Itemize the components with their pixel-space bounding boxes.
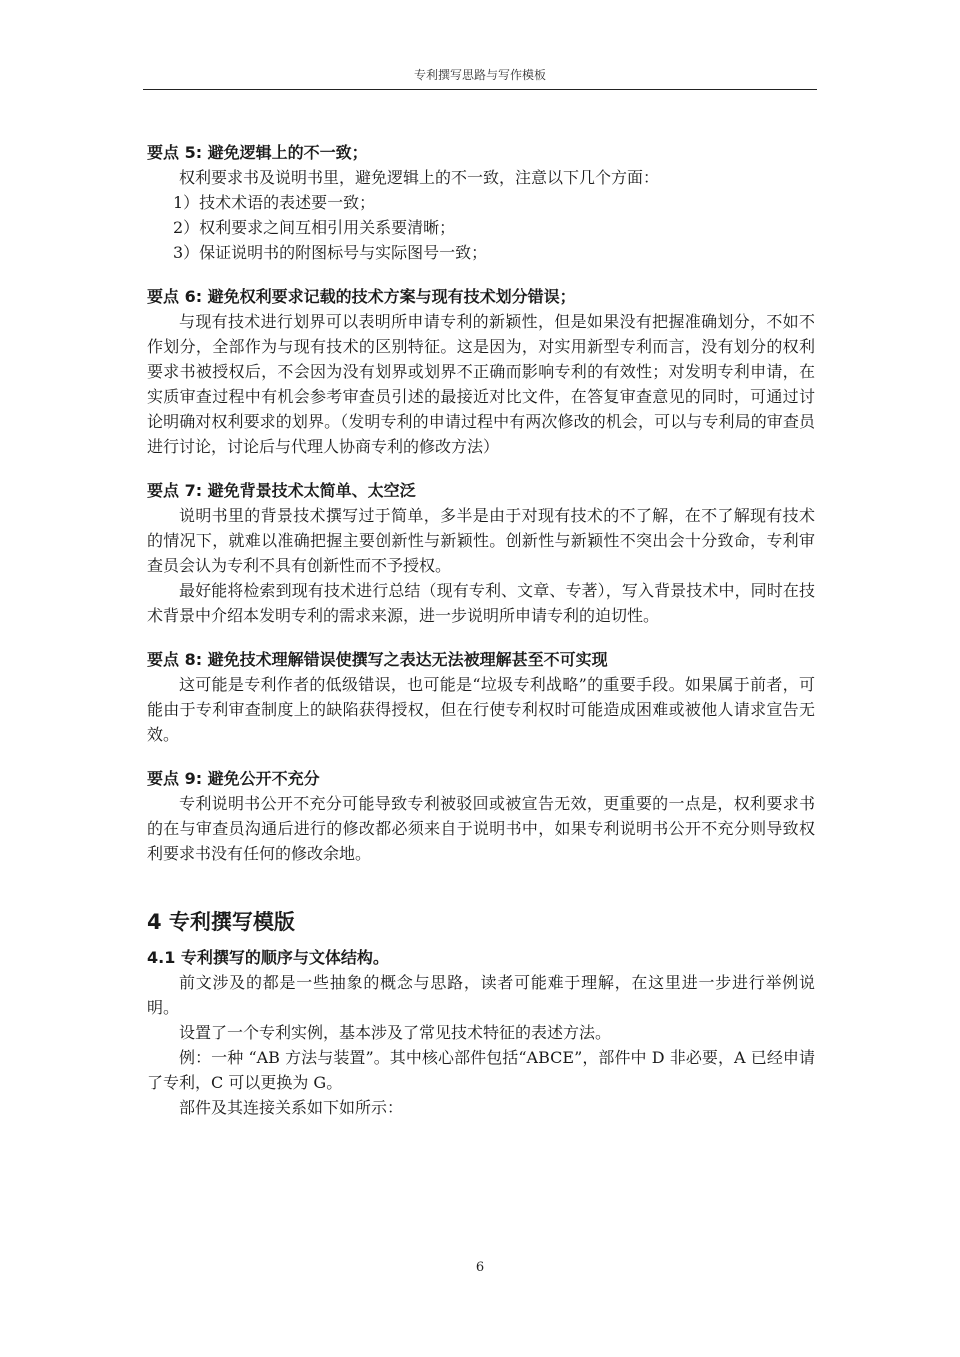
section-heading: 要点 5: 避免逻辑上的不一致； <box>147 143 368 162</box>
document-body <box>147 140 815 1120</box>
section-point-7 <box>147 478 815 628</box>
list-item: 2）权利要求之间互相引用关系要清晰； <box>173 218 456 237</box>
section-heading: 要点 7: 避免背景技术太简单、太空泛 <box>147 481 416 500</box>
section-point-8 <box>147 647 815 747</box>
section-heading: 要点 6: 避免权利要求记载的技术方案与现有技术划分错误； <box>147 287 576 306</box>
section-heading: 要点 8: 避免技术理解错误使撰写之表达无法被理解甚至不可实现 <box>147 650 608 669</box>
paragraph: 与现有技术进行划界可以表明所申请专利的新颖性，但是如果没有把握准确划分，不如不作划分，全部作为与现有技术的区别特征。这是因为，对实用新型专利而言，没有划分的权利要求书被授权后，不会因为没有划界或划界不正确而影响专利的有效性；对发明专利申请，在实质审查过程中有机会参考审查员引述的最接近对比文件，在答复审查意见的同时，可通过讨论明确对权利要求的划界。（发明专利的申请过程中有两次修改的机会，可以与专利局的审查员进行讨论，讨论后与代理人协商专利的修改方法） <box>147 312 815 456</box>
paragraph: 说明书里的背景技术撰写过于简单，多半是由于对现有技术的不了解，在不了解现有技术的情况下，就难以准确把握主要创新性与新颖性。创新性与新颖性不突出会十分致命，专利审查员会认为专利不具有创新性而不予授权。 <box>147 506 815 575</box>
paragraph: 前文涉及的都是一些抽象的概念与思路，读者可能难于理解，在这里进一步进行举例说明。 <box>147 973 815 1017</box>
page-number: 6 <box>475 1260 485 1275</box>
paragraph: 部件及其连接关系如下如所示： <box>179 1098 404 1117</box>
paragraph: 例：一种 “AB 方法与装置”。其中核心部件包括“ABCE”，部件中 D 非必要，A 已经申请了专利，C 可以更换为 G。 <box>147 1048 815 1092</box>
section-point-5 <box>147 140 815 265</box>
paragraph: 最好能将检索到现有技术进行总结（现有专利、文章、专著），写入背景技术中，同时在技术背景中介绍本发明专利的需求来源，进一步说明所申请专利的迫切性。 <box>147 581 815 625</box>
subsection-heading: 4.1 专利撰写的顺序与文体结构。 <box>147 948 389 967</box>
header-rule <box>143 89 817 90</box>
section-point-6 <box>147 284 815 459</box>
paragraph: 专利说明书公开不充分可能导致专利被驳回或被宣告无效，更重要的一点是，权利要求书的在与审查员沟通后进行的修改都必须来自于说明书中，如果专利说明书公开不充分则导致权利要求书没有任何的修改余地。 <box>147 794 815 863</box>
chapter-title: 4 专利撰写模版 <box>147 910 295 934</box>
list-item: 1）技术术语的表述要一致； <box>173 193 376 212</box>
paragraph: 这可能是专利作者的低级错误，也可能是“垃圾专利战略”的重要手段。如果属于前者，可能由于专利审查制度上的缺陷获得授权，但在行使专利权时可能造成困难或被他人请求宣告无效。 <box>147 675 815 744</box>
list-item: 3）保证说明书的附图标号与实际图号一致； <box>173 243 488 262</box>
section-heading: 要点 9: 避免公开不充分 <box>147 769 320 788</box>
paragraph: 设置了一个专利实例，基本涉及了常见技术特征的表述方法。 <box>179 1023 612 1042</box>
section-point-9 <box>147 766 815 866</box>
paragraph: 权利要求书及说明书里，避免逻辑上的不一致，注意以下几个方面： <box>179 168 660 187</box>
page-header-title: 专利撰写思路与写作模板 <box>413 68 546 82</box>
